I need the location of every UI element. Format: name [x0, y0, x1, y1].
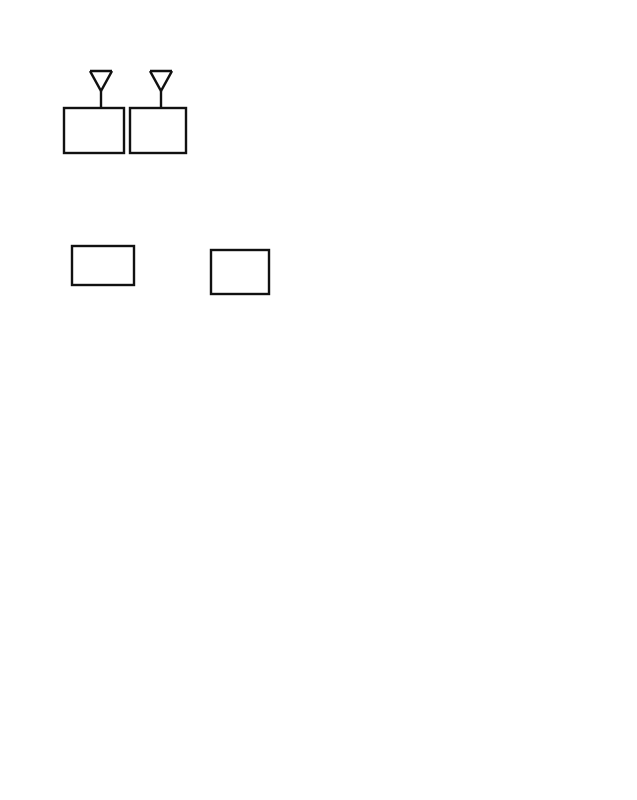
amplifier-box	[211, 250, 269, 294]
diagram-svg	[60, 64, 310, 444]
cd-player-box	[72, 246, 134, 285]
fm-antenna-icon	[150, 71, 172, 108]
running-header	[38, 32, 46, 47]
am-antenna-icon	[90, 71, 112, 108]
am-tuner-box	[64, 108, 124, 153]
stereo-system-diagram	[60, 64, 310, 444]
fm-tuner-box	[130, 108, 186, 153]
